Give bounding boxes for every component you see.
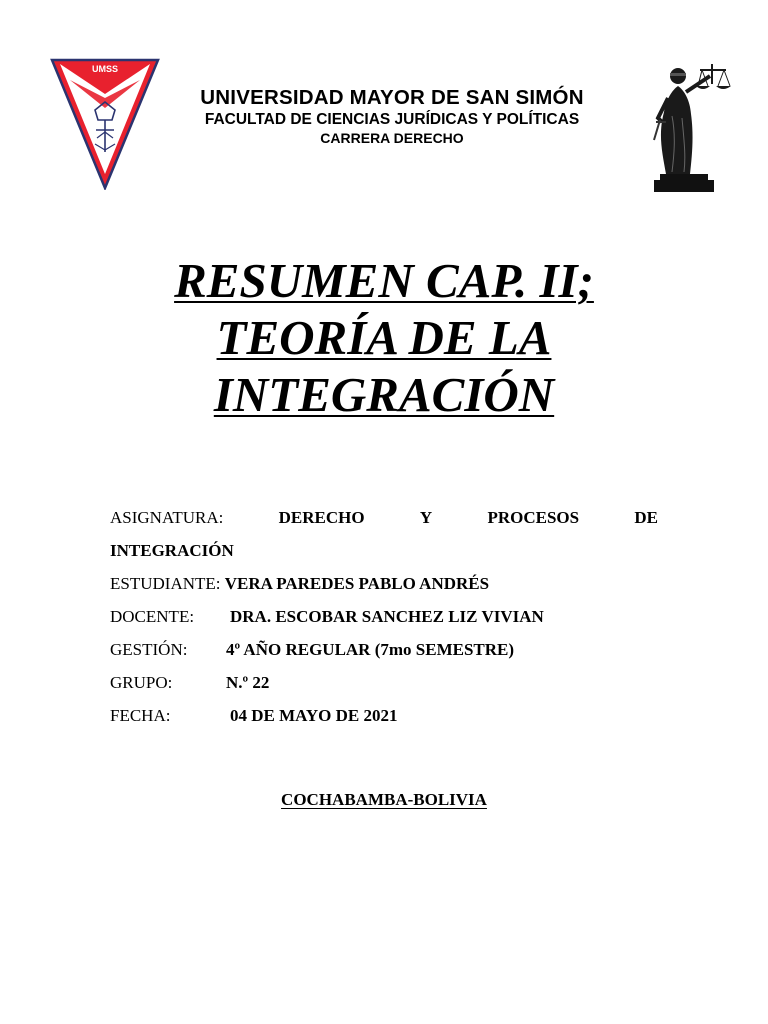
group-row: [110, 669, 658, 702]
term-label: GESTIÓN:: [110, 640, 188, 659]
subject-word-4: DE: [634, 508, 658, 527]
lady-justice-icon: [628, 56, 732, 194]
career-name: CARRERA DERECHO: [320, 130, 464, 146]
scale-pan-left: [696, 86, 710, 89]
date-value: 04 DE MAYO DE 2021: [230, 706, 398, 725]
date-row: [110, 702, 658, 735]
title-line-2: TEORÍA DE LA: [216, 310, 552, 365]
subject-row: [110, 504, 658, 537]
umss-logo: [50, 58, 160, 190]
term-row: [110, 636, 658, 669]
subject-word-3: PROCESOS: [487, 508, 580, 527]
student-label: ESTUDIANTE:: [110, 574, 221, 593]
title-line-3: INTEGRACIÓN: [213, 367, 555, 422]
subject-continuation: INTEGRACIÓN: [110, 541, 234, 560]
teacher-row: [110, 603, 658, 636]
subject-label: ASIGNATURA:: [110, 508, 224, 527]
faculty-name: FACULTAD DE CIENCIAS JURÍDICAS Y POLÍTICAS: [204, 111, 580, 128]
date-label: FECHA:: [110, 706, 171, 725]
subject-continuation-row: [110, 537, 658, 570]
university-name: UNIVERSIDAD MAYOR DE SAN SIMÓN: [200, 86, 584, 109]
subject-word-2: Y: [419, 508, 433, 527]
teacher-label: DOCENTE:: [110, 607, 195, 626]
student-row: [110, 570, 658, 603]
cover-info: [110, 504, 658, 735]
student-value: VERA PAREDES PABLO ANDRÉS: [224, 574, 490, 593]
title-line-1: RESUMEN CAP. II;: [174, 253, 594, 308]
subject-word-1: DERECHO: [278, 508, 365, 527]
document-title: [84, 252, 684, 423]
logo-text: UMSS: [91, 64, 119, 74]
city-location: COCHABAMBA-BOLIVIA: [281, 790, 487, 809]
term-value: 4º AÑO REGULAR (7mo SEMESTRE): [226, 640, 515, 659]
blindfold: [670, 73, 686, 76]
group-value: N.º 22: [226, 673, 270, 692]
scale-pan-right: [716, 86, 731, 89]
teacher-value: DRA. ESCOBAR SANCHEZ LIZ VIVIAN: [230, 607, 544, 626]
institution-header: [162, 86, 622, 148]
group-label: GRUPO:: [110, 673, 173, 692]
